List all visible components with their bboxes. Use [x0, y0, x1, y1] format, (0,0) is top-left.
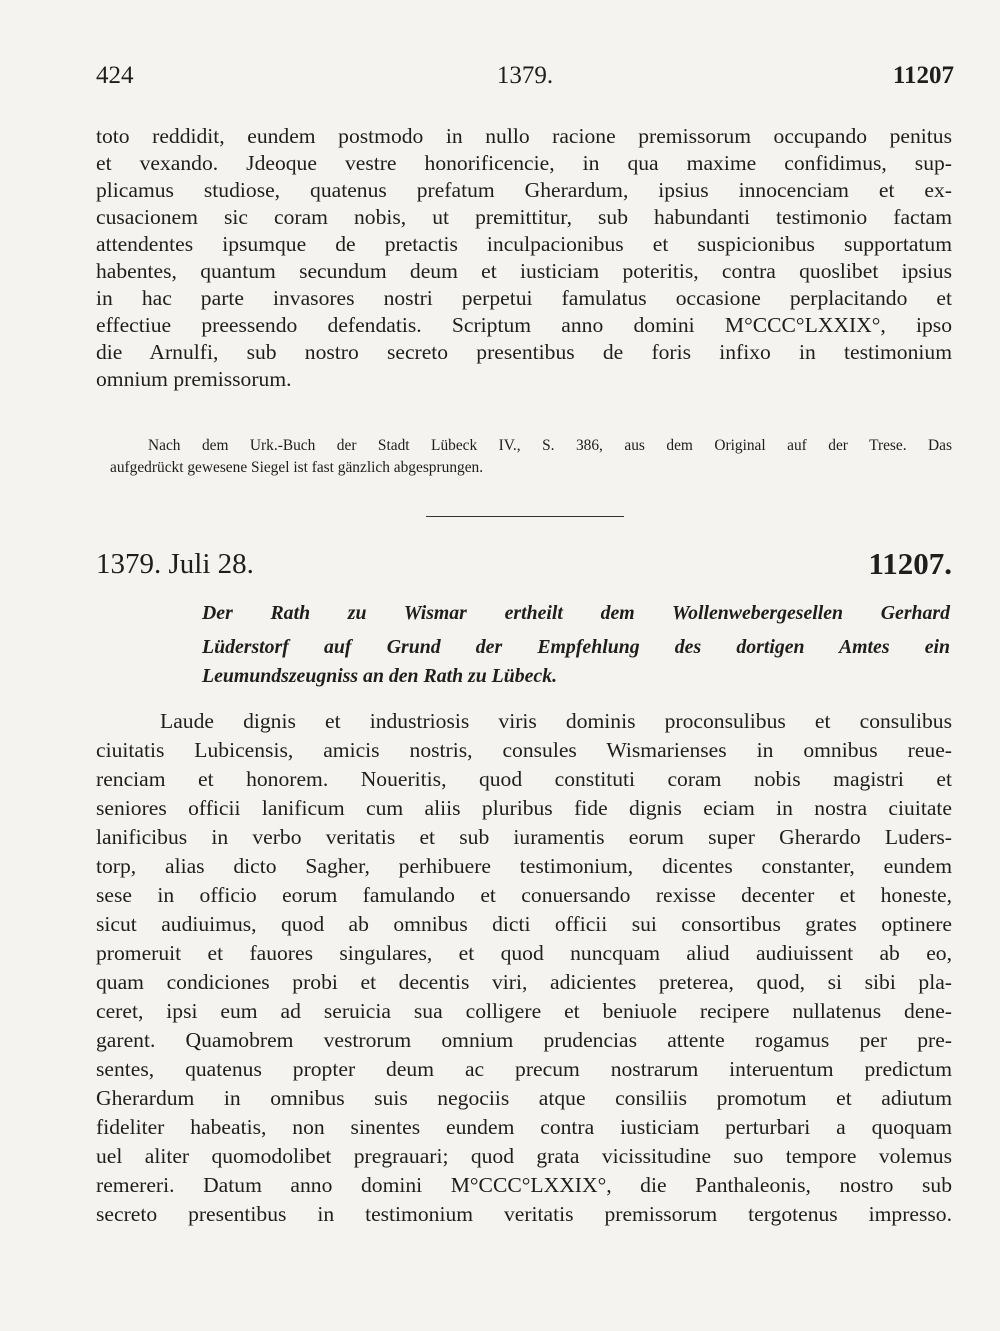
text-line: secreto presentibus in testimonium veritatis premissorum tergotenus impresso.	[96, 1202, 952, 1226]
note-line: aufgedrückt gewesene Siegel ist fast gänzlich abgesprungen.	[110, 459, 484, 476]
header-doc-number: 11207	[892, 62, 954, 89]
text-line: garent. Quamobrem vestrorum omnium prudencias attente rogamus per pre-	[96, 1028, 952, 1052]
page-header	[96, 62, 954, 98]
text-line: die Arnulfi, sub nostro secreto presentibus de foris infixo in testimonium	[96, 340, 952, 364]
text-line: Laude dignis et industriosis viris dominis proconsulibus et consulibus	[160, 709, 952, 733]
header-year: 1379.	[496, 62, 554, 89]
text-line: lanificibus in verbo veritatis et sub iuramentis eorum super Gherardo Luders-	[96, 825, 952, 849]
text-line: omnium premissorum.	[96, 367, 292, 391]
text-line: sentes, quatenus propter deum ac precum nostrarum interuentum predictum	[96, 1057, 952, 1081]
text-line: quam condiciones probi et decentis viri, adicientes preterea, quod, si sibi pla-	[96, 970, 952, 994]
text-line: habentes, quantum secundum deum et iusticiam poteritis, contra quoslibet ipsius	[96, 259, 952, 283]
text-line: in hac parte invasores nostri perpetui famulatus occasione perplacitando et	[96, 286, 952, 310]
text-line: sese in officio eorum famulando et conuersando rexisse decenter et honeste,	[96, 883, 952, 907]
text-line: fideliter habeatis, non sinentes eundem contra iusticiam perturbari a quoquam	[96, 1115, 952, 1139]
document-number: 11207.	[868, 546, 952, 581]
note-line: Nach dem Urk.-Buch der Stadt Lübeck IV., S. 386, aus dem Original auf der Trese. Das	[148, 437, 952, 454]
text-line: effectiue preessendo defendatis. Scriptum anno domini M°CCC°LXXIX°, ipso	[96, 313, 952, 337]
text-line: Gherardum in omnibus suis negociis atque consiliis promotum et adiutum	[96, 1086, 952, 1110]
text-line: torp, alias dicto Sagher, perhibuere testimonium, dicentes constanter, eundem	[96, 854, 952, 878]
document-date: 1379. Juli 28.	[96, 548, 254, 580]
regest-line: Lüderstorf auf Grund der Empfehlung des dortigen Amtes ein	[202, 636, 950, 658]
text-line: ceret, ipsi eum ad seruicia sua colligere et beniuole recipere nullatenus dene-	[96, 999, 952, 1023]
text-line: uel aliter quomodolibet pregrauari; quod grata vicissitudine suo tempore volemus	[96, 1144, 952, 1168]
text-line: toto reddidit, eundem postmodo in nullo racione premissorum occupando penitus	[96, 124, 952, 148]
text-line: seniores officii lanificum cum aliis pluribus fide dignis eciam in nostra ciuitate	[96, 796, 952, 820]
text-line: et vexando. Jdeoque vestre honorificencie, in qua maxime confidimus, sup-	[96, 151, 952, 175]
section-divider	[426, 516, 624, 517]
text-line: promeruit et fauores singulares, et quod nuncquam aliud audiuissent ab eo,	[96, 941, 952, 965]
text-line: ciuitatis Lubicensis, amicis nostris, consules Wismarienses in omnibus reue-	[96, 738, 952, 762]
regest-line: Der Rath zu Wismar ertheilt dem Wollenwebergesellen Gerhard	[202, 602, 950, 624]
page-number: 424	[96, 62, 134, 89]
text-line: renciam et honorem. Noueritis, quod constituti coram nobis magistri et	[96, 767, 952, 791]
regest-line: Leumundszeugniss an den Rath zu Lübeck.	[202, 665, 558, 687]
text-line: attendentes ipsumque de pretactis inculpacionibus et suspicionibus supportatum	[96, 232, 952, 256]
text-line: cusacionem sic coram nobis, ut premittitur, sub habundanti testimonio factam	[96, 205, 952, 229]
text-line: plicamus studiose, quatenus prefatum Gherardum, ipsius innocenciam et ex-	[96, 178, 952, 202]
text-line: remereri. Datum anno domini M°CCC°LXXIX°, die Panthaleonis, nostro sub	[96, 1173, 952, 1197]
text-line: sicut audiuimus, quod ab omnibus dicti officii sui consortibus grates optinere	[96, 912, 952, 936]
